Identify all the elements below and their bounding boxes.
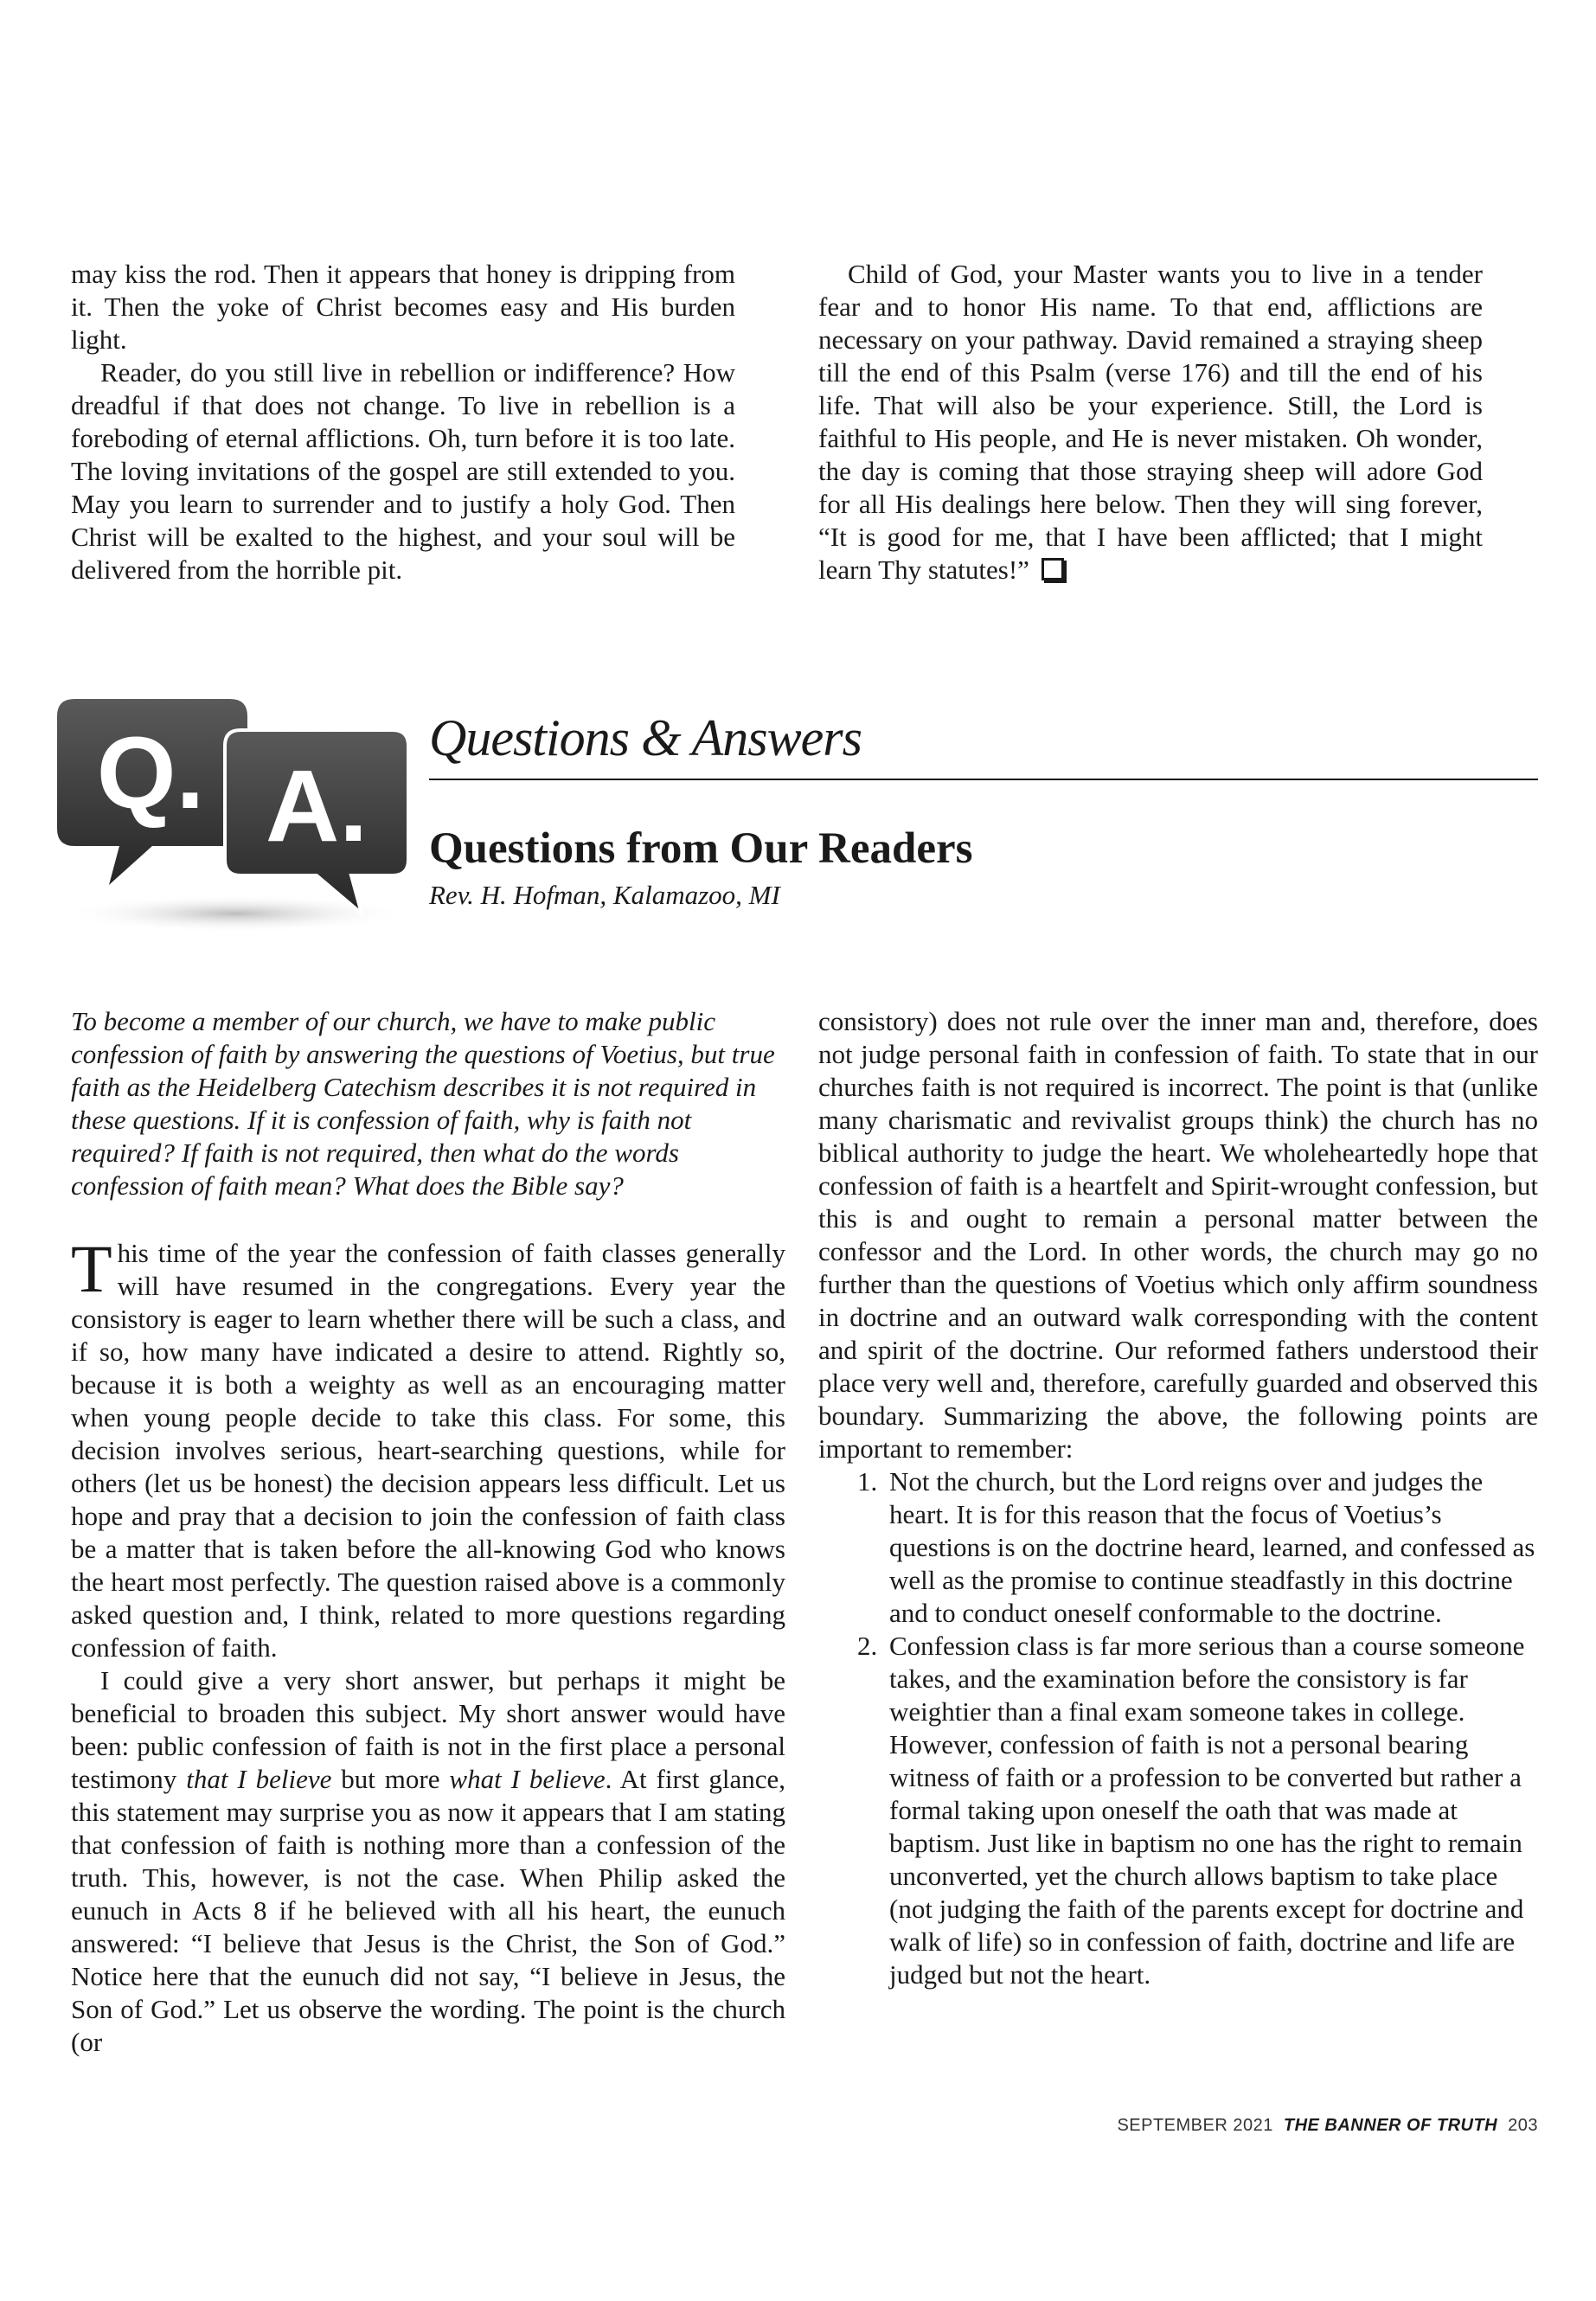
paragraph: may kiss the rod. Then it appears that honey is dripping from it. Then the yoke of Christ becomes easy and His burden light. — [71, 259, 735, 355]
continued-article-right-column — [818, 258, 1483, 586]
continued-article-left-column — [71, 258, 735, 586]
reader-question: To become a member of our church, we have to make public confession of faith by answering the questions of Voetius, but true faith as the Heidelberg Catechism describes it is not required in these questions. If it is confession of faith, why is faith not required? If faith is not required, then what do the words confession of faith mean? What does the Bible say? — [71, 1006, 775, 1201]
q-bubble — [57, 699, 247, 885]
summary-list — [818, 1465, 1538, 1991]
q-letter: Q. — [96, 716, 205, 830]
paragraph: Reader, do you still live in rebellion or indifference? How dreadful if that does not change. To live in rebellion is a foreboding of eternal afflictions. Oh, turn before it is too late. The loving invitations of the gospel are still extended to you. May you learn to surrender and to justify a holy God. Then Christ will be exalted to the highest, and your soul will be delivered from the horrible pit. — [71, 357, 735, 585]
list-item: 1. Not the church, but the Lord reigns over and judges the heart. It is for this reason that the focus of Voetius’s questions is on the doctrine heard, learned, and confessed as well as the promise to continue steadfastly in this doctrine and to conduct oneself conformable to the doctrine. — [884, 1465, 1538, 1630]
byline: Rev. H. Hofman, Kalamazoo, MI — [429, 880, 780, 910]
section-title: Questions & Answers — [429, 709, 862, 766]
text-segment: I could give a very short answer, but perhaps it might be beneficial to broaden this subject. My short answer would have been: public confession of faith is not in the first place a personal testimony — [71, 1665, 785, 1794]
article-left-column — [71, 1005, 785, 2059]
end-of-article-icon — [1042, 558, 1064, 580]
issue-date: SEPTEMBER 2021 — [1117, 2116, 1273, 2135]
drop-cap: T — [71, 1231, 112, 1306]
paragraph — [71, 1664, 785, 2059]
list-item: 2. Confession class is far more serious than a course someone takes, and the examination before the consistory is far weightier than a final exam someone takes in college. However, confession of faith is not a personal bearing witness of faith or a profession to be converted but rather a formal taking upon oneself the oath that was made at baptism. Just like in baptism no one has the right to remain unconverted, yet the church allows baptism to take place (not judging the faith of the parents except for doctrine and walk of life) so in confession of faith, doctrine and life are judged but not the heart. — [884, 1630, 1538, 1991]
paragraph — [71, 1231, 785, 1664]
page-footer — [1117, 2114, 1538, 2137]
text-segment: but more — [331, 1764, 450, 1794]
paragraph-text: his time of the year the confession of faith classes generally will have resumed in the congregations. Every year the consistory is eager to learn whether there will be such a class, and if so, how many have indicated a desire to attend. Rightly so, because it is both a weighty as well as an encouraging matter when young people decide to take this class. For some, this decision involves serious, heart-searching questions, while for others (let us be honest) the decision appears less difficult. Let us hope and pray that a decision to join the confession of faith class be a matter that is taken before the all-knowing God who knows the heart most perfectly. The question raised above is a commonly asked question and, I think, related to more questions regarding confession of faith. — [71, 1238, 785, 1663]
qa-speech-bubbles-logo — [57, 699, 413, 937]
emphasis: what I believe — [449, 1764, 606, 1794]
magazine-name: THE BANNER OF TRUTH — [1283, 2116, 1498, 2135]
section-divider — [429, 779, 1538, 780]
article-right-column — [818, 1005, 1538, 1991]
page-number: 203 — [1508, 2116, 1538, 2135]
text-segment: . At first glance, this statement may surprise you as now it appears that I am stating that confession of faith is nothing more than a confession of the truth. This, however, is not the case. When Philip asked the eunuch in Acts 8 if he believed with all his heart, the eunuch answered: “I believe that Jesus is the Christ, the Son of God.” Notice here that the eunuch did not say, “I believe in Jesus, the Son of God.” Let us observe the wording. The point is the church (or — [71, 1764, 786, 2057]
closing-paragraph-text: Child of God, your Master wants you to live in a tender fear and to honor His name. To that end, afflictions are necessary on your pathway. David remained a straying sheep till the end of this Psalm (verse 176) and till the end of his life. That will also be your experience. Still, the Lord is faithful to His people, and He is never mistaken. Oh wonder, the day is coming that those straying sheep will adore God for all His dealings here below. Then they will sing forever, “It is good for me, that I have been afflicted; that I might learn Thy statutes!” — [818, 259, 1483, 585]
emphasis: that I believe — [186, 1764, 332, 1794]
paragraph: consistory) does not rule over the inner man and, therefore, does not judge personal faith in confession of faith. To state that in our churches faith is not required is incorrect. The point is that (unlike many charismatic and revivalist groups think) the church has no biblical authority to judge the heart. We wholeheartedly hope that confession of faith is a heartfelt and Spirit-wrought confession, but this is and ought to remain a personal matter between the confessor and the Lord. In other words, the church may go no further than the questions of Voetius which only affirm soundness in doctrine and an outward walk corresponding with the content and spirit of the doctrine. Our reformed fathers understood their place very well and, therefore, carefully guarded and observed this boundary. Summarizing the above, the following points are important to remember: — [818, 1006, 1538, 1464]
a-bubble — [225, 730, 408, 913]
a-letter: A. — [266, 749, 368, 863]
paragraph — [818, 258, 1483, 586]
article-title: Questions from Our Readers — [429, 824, 973, 873]
